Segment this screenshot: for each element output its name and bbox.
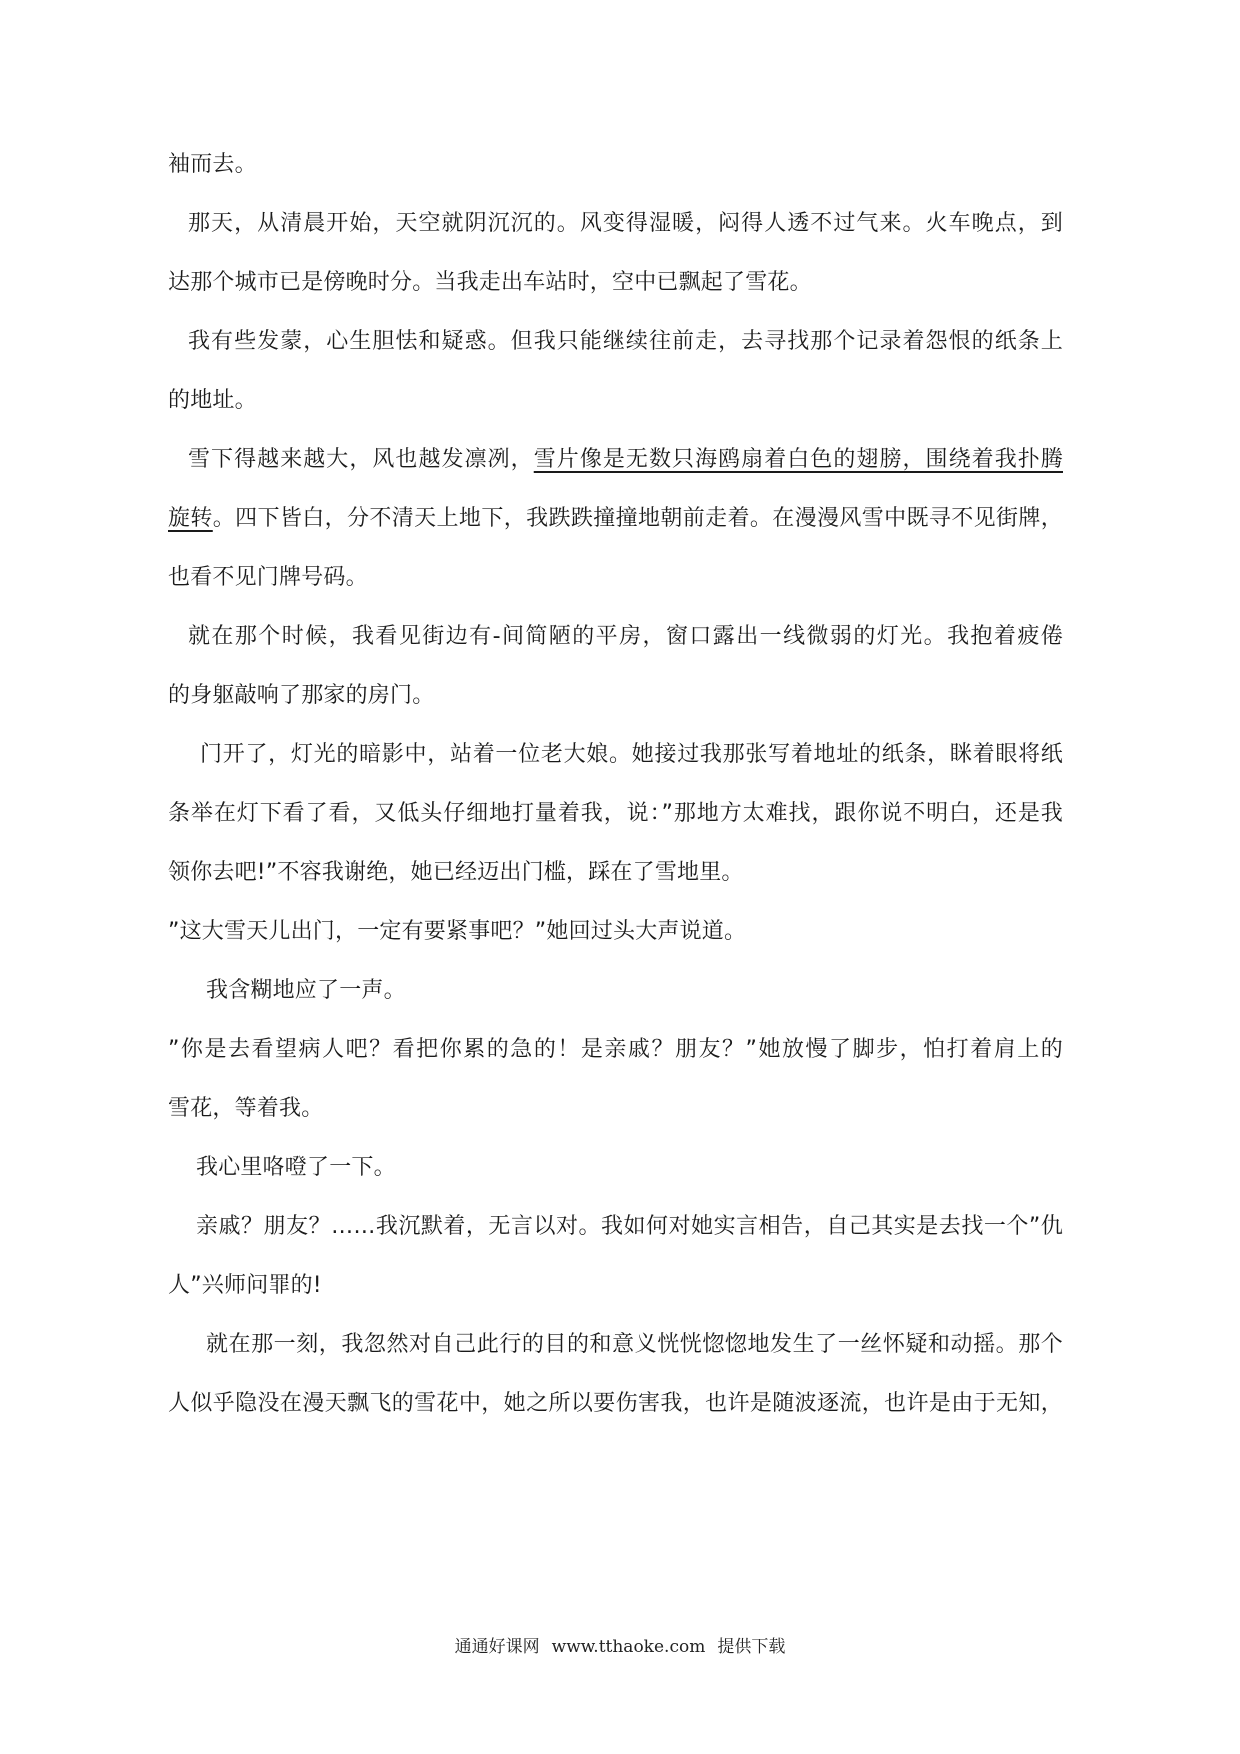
text-line: 领你去吧!”不容我谢绝，她已经迈出门槛，踩在了雪地里。 (168, 860, 744, 885)
text-line (188, 445, 1063, 475)
page-footer (0, 1635, 1240, 1659)
text-segment: 。四下皆白，分不清天上地下，我跌跌撞撞地朝前走着。在漫漫风雪中既寻不见街牌， (212, 506, 1063, 531)
text-line: ”你是去看望病人吧？看把你累的急的！是亲戚？朋友？”她放慢了脚步，怕打着肩上的 (168, 1037, 1063, 1062)
text-line: 亲戚？朋友？……我沉默着，无言以对。我如何对她实言相告，自己其实是去找一个”仇 (196, 1214, 1063, 1239)
underlined-text: 雪片像是无数只海鸥扇着白色的翅膀，围绕着我扑腾 (533, 447, 1063, 472)
footer-site-name: 通通好课网 (454, 1637, 540, 1657)
text-line: 达那个城市已是傍晚时分。当我走出车站时，空中已飘起了雪花。 (168, 270, 812, 295)
text-line: 也看不见门牌号码。 (168, 565, 368, 590)
text-line: 门开了，灯光的暗影中，站着一位老大娘。她接过我那张写着地址的纸条，眯着眼将纸 (200, 742, 1063, 767)
text-line: 就在那一刻，我忽然对自己此行的目的和意义恍恍惚惚地发生了一丝怀疑和动摇。那个 (206, 1332, 1063, 1357)
text-line: 雪花，等着我。 (168, 1096, 324, 1121)
text-line: 我含糊地应了一声。 (206, 978, 406, 1003)
text-line: 人”兴师问罪的! (168, 1273, 322, 1298)
text-line: 的地址。 (168, 388, 257, 413)
text-line: 条举在灯下看了看，又低头仔细地打量着我，说：”那地方太难找，跟你说不明白，还是我 (168, 801, 1063, 826)
text-line: ”这大雪天儿出门，一定有要紧事吧？”她回过头大声说道。 (168, 919, 747, 944)
text-line: 的身躯敲响了那家的房门。 (168, 683, 435, 708)
text-line: 袖而去。 (168, 152, 257, 177)
text-segment: 雪下得越来越大，风也越发凛冽， (188, 447, 534, 472)
text-line: 人似乎隐没在漫天飘飞的雪花中，她之所以要伤害我，也许是随波逐流，也许是由于无知， (168, 1391, 1063, 1416)
text-line: 我有些发蒙，心生胆怯和疑惑。但我只能继续往前走，去寻找那个记录着怨恨的纸条上 (188, 329, 1063, 354)
underlined-text: 旋转 (168, 506, 213, 531)
text-line: 我心里咯噔了一下。 (196, 1155, 396, 1180)
footer-suffix: 提供下载 (717, 1637, 786, 1657)
text-line (168, 504, 1063, 534)
text-line: 那天，从清晨开始，天空就阴沉沉的。风变得湿暖，闷得人透不过气来。火车晚点，到 (188, 211, 1063, 236)
footer-url: www.tthaoke.com (551, 1637, 706, 1657)
text-line: 就在那个时候，我看见街边有-间简陋的平房，窗口露出一线微弱的灯光。我抱着疲倦 (188, 624, 1063, 649)
